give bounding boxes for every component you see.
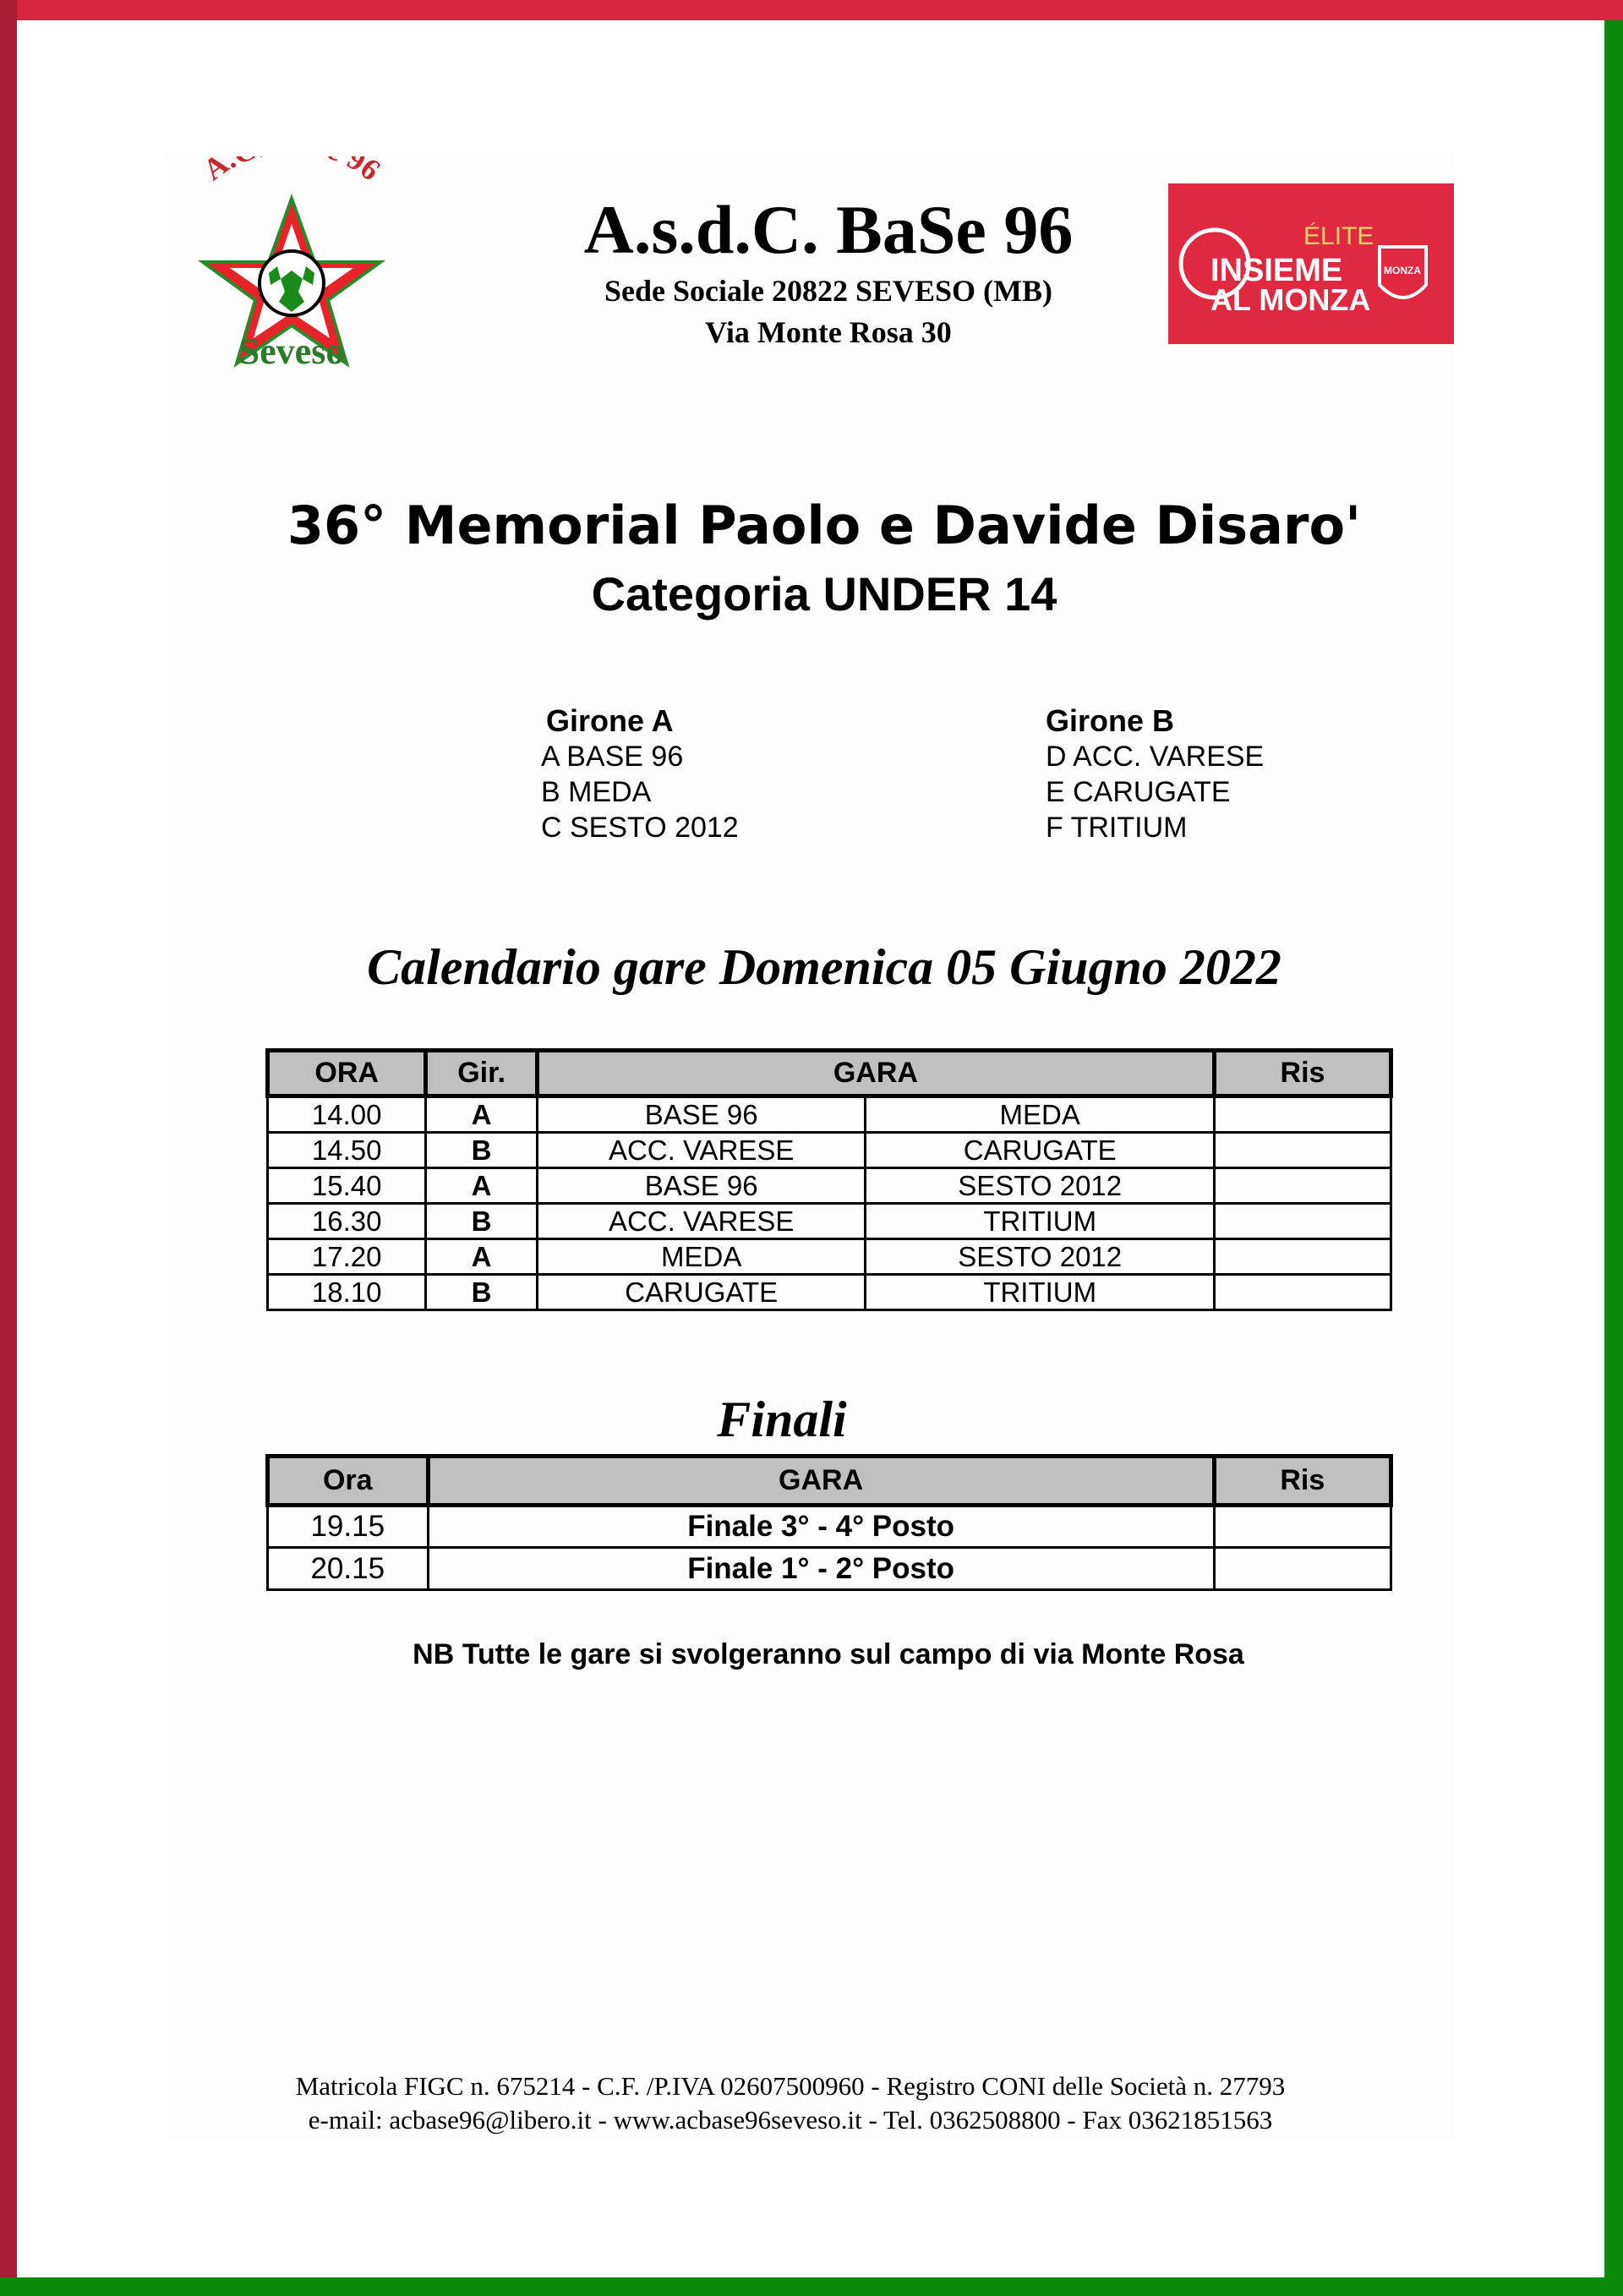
group-team: C SESTO 2012 [541,812,739,844]
match-group: A [426,1096,538,1133]
schedule-title: Calendario gare Domenica 05 Giugno 2022 [367,939,1281,995]
sponsor-badge: MONZA [1384,265,1421,276]
match-group: B [426,1204,538,1239]
table-row [268,1096,1391,1133]
table-row [268,1133,1391,1168]
club-name: A.s.d.C. BaSe 96 [583,191,1074,268]
match-away: TRITIUM [866,1275,1214,1310]
match-group: A [426,1168,538,1204]
finals-header-row [268,1457,1391,1506]
match-time: 14.00 [268,1096,426,1133]
insieme-al-monza-elite-logo [1168,183,1454,344]
finals-table [265,1454,1393,1591]
match-result [1214,1239,1391,1275]
match-result [1214,1168,1391,1204]
header-time: Ora [268,1457,429,1506]
final-match: Finale 1° - 2° Posto [428,1548,1214,1590]
sponsor-line1: ÉLITE [1303,222,1374,250]
match-home: BASE 96 [537,1168,866,1204]
group-team: E CARUGATE [1046,776,1231,808]
final-result [1214,1506,1391,1548]
group-team: F TRITIUM [1046,812,1188,844]
group-team: B MEDA [541,776,652,808]
match-away: MEDA [866,1096,1214,1133]
match-away: CARUGATE [866,1133,1214,1168]
match-home: MEDA [537,1239,866,1275]
sponsor-line3: AL MONZA [1210,282,1371,317]
club-address-line1: Sede Sociale 20822 SEVESO (MB) [604,274,1052,308]
match-home: ACC. VARESE [537,1204,866,1239]
footer-registration: Matricola FIGC n. 675214 - C.F. /P.IVA 02607500960 - Registro CONI delle Società n. 27793 [295,2071,1286,2101]
event-title: 36° Memorial Paolo e Davide Disaro' [287,495,1362,556]
table-row [268,1506,1391,1548]
match-home: ACC. VARESE [537,1133,866,1168]
final-result [1214,1548,1391,1590]
schedule-header-row [268,1051,1391,1096]
match-time: 16.30 [268,1204,426,1239]
match-group: B [426,1133,538,1168]
group-b [1046,703,1384,845]
table-row [268,1239,1391,1275]
table-row [268,1275,1391,1310]
table-row [268,1168,1391,1204]
header-result: Ris [1214,1457,1391,1506]
match-away: SESTO 2012 [866,1168,1214,1204]
final-match: Finale 3° - 4° Posto [428,1506,1214,1548]
group-team: A BASE 96 [541,741,684,773]
venue-note: NB Tutte le gare si svolgeranno sul campo di via Monte Rosa [413,1638,1244,1670]
match-result [1214,1275,1391,1310]
match-result [1214,1096,1391,1133]
top-border-red [0,0,1623,20]
sponsor-line2: INSIEME [1210,253,1343,288]
final-time: 20.15 [268,1548,429,1590]
logo-arc-text: A. 96 [196,156,387,188]
header-group: Gir. [426,1051,538,1096]
match-home: BASE 96 [537,1096,866,1133]
match-group: A [426,1239,538,1275]
left-border-red [0,0,17,2296]
group-title: Girone A [546,703,674,738]
finals-title: Finali [717,1391,847,1447]
footer-contacts: e-mail: acbase96@libero.it - www.acbase96seveso.it - Tel. 0362508800 - Fax 03621851563 [308,2105,1273,2135]
match-away: SESTO 2012 [866,1239,1214,1275]
match-time: 15.40 [268,1168,426,1204]
match-away: TRITIUM [866,1204,1214,1239]
match-result [1214,1133,1391,1168]
schedule-table [265,1048,1393,1311]
match-time: 17.20 [268,1239,426,1275]
group-a [541,703,879,845]
svg-text:A.C. BaSe 96 [197,156,387,187]
header-result: Ris [1214,1051,1391,1096]
header-match: GARA [537,1051,1214,1096]
table-row [268,1204,1391,1239]
match-time: 14.50 [268,1133,426,1168]
bottom-border-green [0,2277,1623,2296]
match-time: 18.10 [268,1275,426,1310]
header-time: ORA [268,1051,426,1096]
match-group: B [426,1275,538,1310]
right-border-green [1604,20,1623,2296]
table-row [268,1548,1391,1590]
header-match: GARA [428,1457,1214,1506]
event-category: Categoria UNDER 14 [591,567,1057,620]
final-time: 19.15 [268,1506,429,1548]
logo-bottom-text: Seveso [238,331,345,372]
group-title: Girone B [1046,703,1175,738]
match-home: CARUGATE [537,1275,866,1310]
match-result [1214,1204,1391,1239]
group-team: D ACC. VARESE [1046,741,1265,773]
club-star-ball-logo [169,156,414,376]
club-address-line2: Via Monte Rosa 30 [705,315,952,349]
